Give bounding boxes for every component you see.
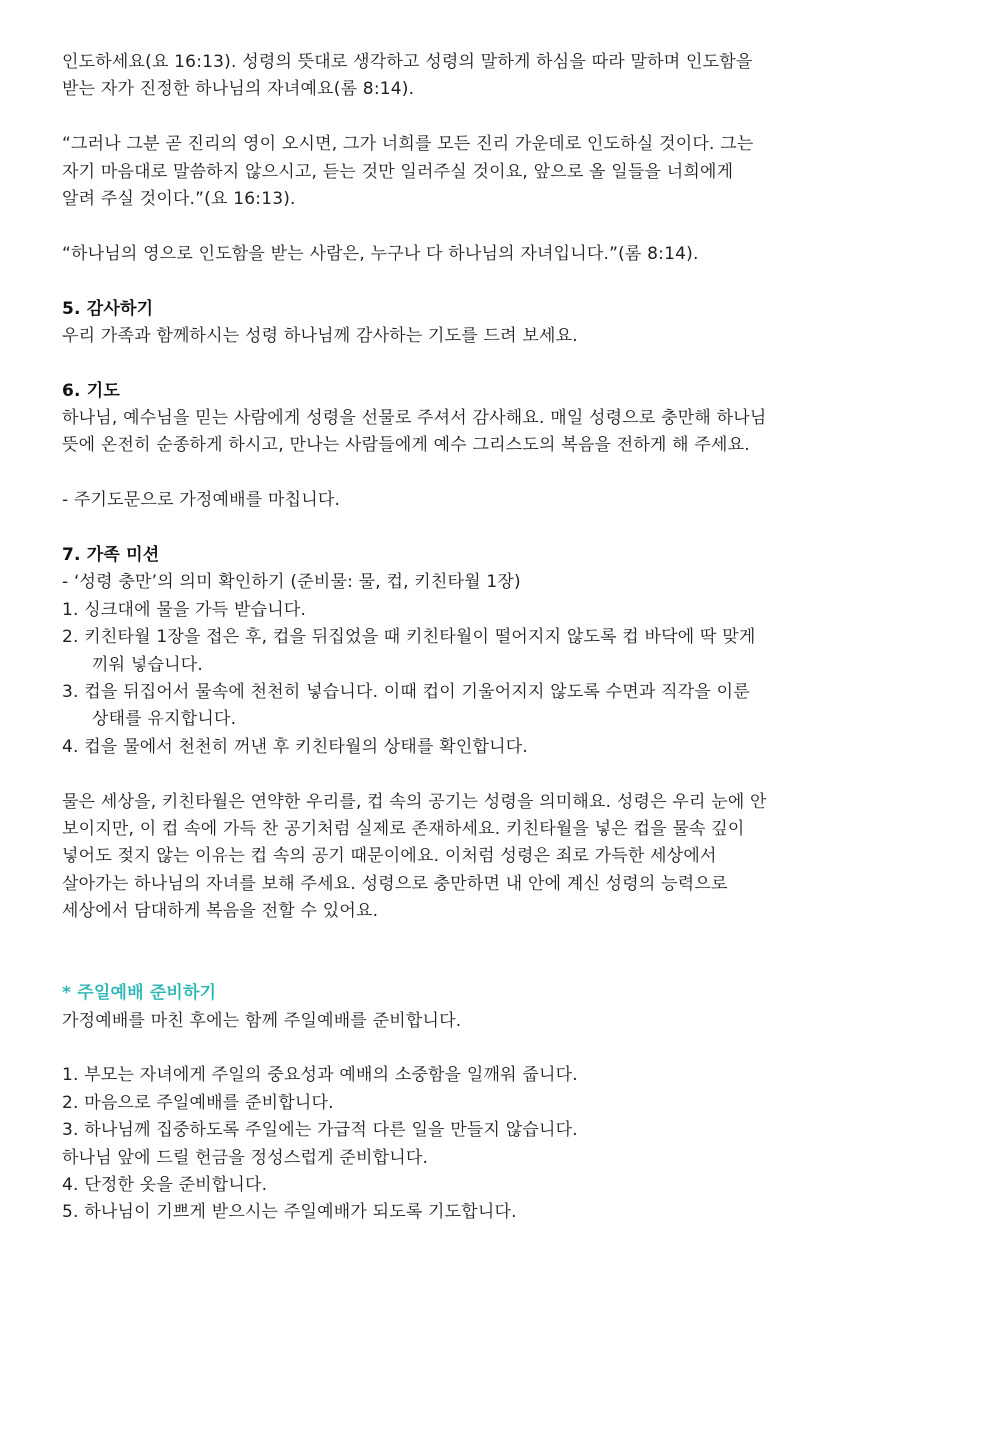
step-text-continued: 상태를 유지합니다.	[92, 709, 237, 730]
list-item	[62, 734, 982, 761]
closing-note: - 주기도문으로 가정예배를 마칩니다.	[62, 490, 341, 511]
step-text: 1. 싱크대에 물을 가득 받습니다.	[62, 599, 307, 620]
explanation-paragraph	[62, 789, 982, 926]
list-item: 하나님 앞에 드릴 헌금을 정성스럽게 준비합니다.	[62, 1147, 429, 1168]
text-line: 받는 자가 진정한 하나님의 자녀예요(롬 8:14).	[62, 79, 415, 100]
text-line: 인도하세요(요 16:13). 성령의 뜻대로 생각하고 성령의 말하게 하심을 따라 말하며 인도함을	[62, 52, 753, 72]
text-line: 우리 가족과 함께하시는 성령 하나님께 감사하는 기도를 드려 보세요.	[62, 325, 578, 346]
text-line: 세상에서 담대하게 복음을 전할 수 있어요.	[62, 901, 379, 922]
scripture-quote-romans	[62, 241, 982, 268]
text-line: 자기 마음대로 말씀하지 않으시고, 듣는 것만 일러주실 것이요, 앞으로 올 일들을 너희에게	[62, 161, 734, 182]
list-item: 3. 하나님께 집중하도록 주일에는 가급적 다른 일을 만들지 않습니다.	[62, 1120, 578, 1141]
step-text-continued: 끼워 넣습니다.	[92, 654, 203, 675]
scripture-quote-john	[62, 131, 982, 213]
mission-intro: - ‘성령 충만’의 의미 확인하기 (준비물: 물, 컵, 키친타월 1장)	[62, 572, 521, 593]
text-line: 가정예배를 마친 후에는 함께 주일예배를 준비합니다.	[62, 1010, 462, 1031]
section-title: 5. 감사하기	[62, 298, 154, 319]
text-line: 뜻에 온전히 순종하게 하시고, 만나는 사람들에게 예수 그리스도의 복음을 전하게 해 주세요.	[62, 435, 750, 456]
list-item: 5. 하나님이 기쁘게 받으시는 주일예배가 되도록 기도합니다.	[62, 1202, 517, 1223]
text-line: 살아가는 하나님의 자녀를 보해 주세요. 성령으로 충만하면 내 안에 계신 성령의 능력으로	[62, 873, 728, 894]
text-line: 넣어도 젖지 않는 이유는 컵 속의 공기 때문이에요. 이처럼 성령은 죄로 가득한 세상에서	[62, 846, 717, 867]
step-text: 3. 컵을 뒤집어서 물속에 천천히 넣습니다. 이때 컵이 기울어지지 않도록 수면과 직각을 이룬	[62, 681, 750, 702]
step-text: 2. 키친타월 1장을 접은 후, 컵을 뒤집었을 때 키친타월이 떨어지지 않도록 컵 바닥에 딱 맞게	[62, 627, 756, 648]
section-title: 7. 가족 미션	[62, 545, 160, 566]
text-line: 물은 세상을, 키친타월은 연약한 우리를, 컵 속의 공기는 성령을 의미해요. 성령은 우리 눈에 안	[62, 791, 767, 812]
document-page	[62, 49, 982, 1227]
text-line: 보이지만, 이 컵 속에 가득 찬 공기처럼 실제로 존재하세요. 키친타월을 넣은 컵을 물속 깊이	[62, 818, 745, 839]
text-line: “그러나 그분 곧 진리의 영이 오시면, 그가 너희를 모든 진리 가운데로 인도하실 것이다. 그는	[62, 134, 754, 155]
section-thanksgiving	[62, 296, 982, 351]
list-item	[62, 597, 982, 624]
section-title: 6. 기도	[62, 380, 121, 401]
list-item	[62, 679, 982, 734]
list-item: 1. 부모는 자녀에게 주일의 중요성과 예배의 소중함을 일깨워 줍니다.	[62, 1065, 578, 1086]
intro-paragraph	[62, 49, 982, 104]
list-item	[62, 624, 982, 679]
text-line: 알려 주실 것이다.”(요 16:13).	[62, 188, 296, 209]
list-item: 2. 마음으로 주일예배를 준비합니다.	[62, 1092, 334, 1113]
step-text: 4. 컵을 물에서 천천히 꺼낸 후 키친타월의 상태를 확인합니다.	[62, 736, 528, 757]
section-prayer	[62, 378, 982, 460]
section-title: * 주일예배 준비하기	[62, 983, 217, 1004]
text-line: 하나님, 예수님을 믿는 사람에게 성령을 선물로 주셔서 감사해요. 매일 성령으로 충만해 하나님	[62, 408, 767, 429]
section-sunday-prep	[62, 980, 982, 1227]
section-family-mission	[62, 542, 982, 761]
list-item: 4. 단정한 옷을 준비합니다.	[62, 1175, 268, 1196]
text-line: “하나님의 영으로 인도함을 받는 사람은, 누구나 다 하나님의 자녀입니다.”(롬 8:14).	[62, 243, 699, 264]
